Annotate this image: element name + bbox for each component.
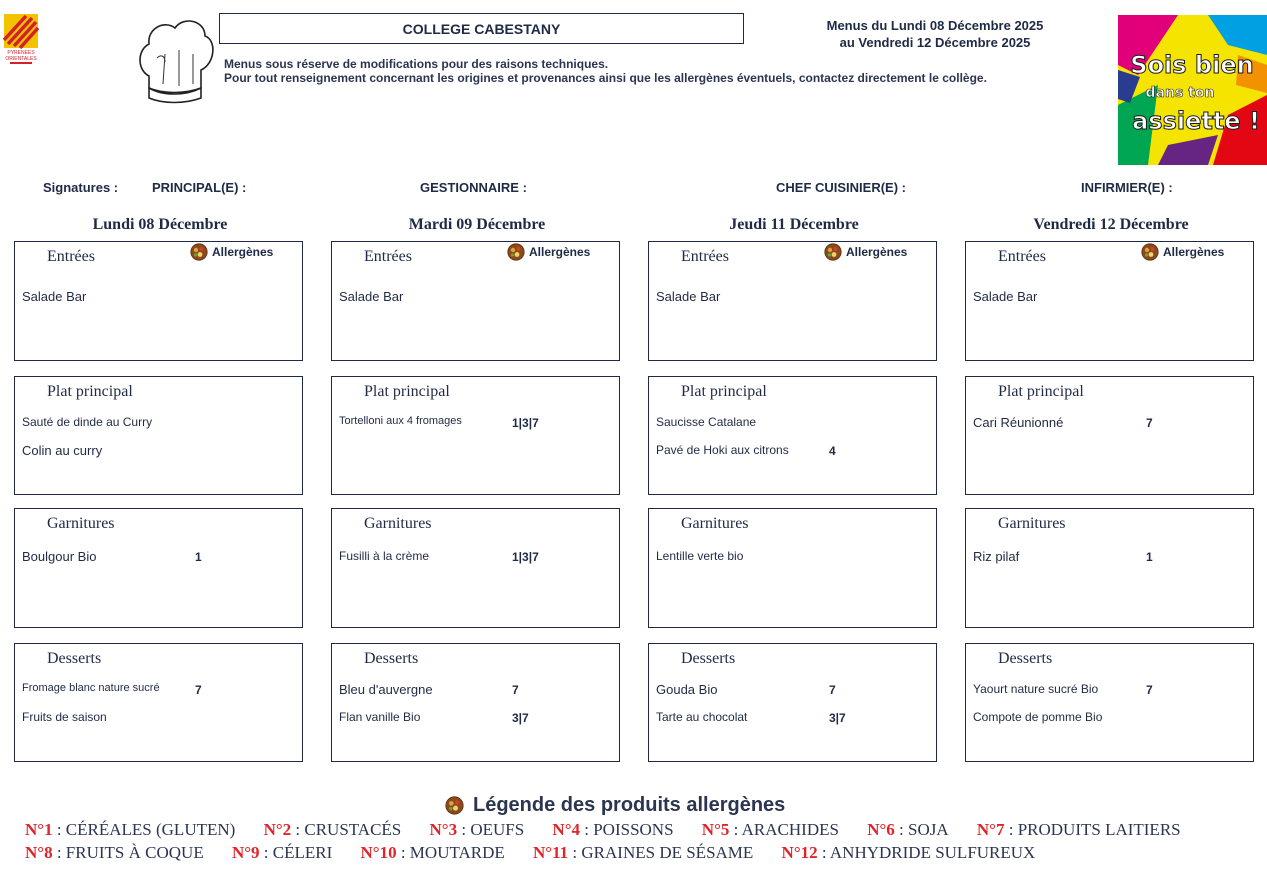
legend-number: N°10 <box>360 843 397 862</box>
day-header: Mardi 09 Décembre <box>408 216 546 233</box>
signature-gestionnaire: GESTIONNAIRE : <box>420 180 527 195</box>
legend-label: : MOUTARDE <box>396 843 505 862</box>
allergenes-header <box>1141 243 1224 261</box>
plat-box <box>965 376 1254 495</box>
allergen-code: 1|3|7 <box>512 416 539 430</box>
legend-item <box>533 843 753 862</box>
menu-item: Lentille verte bio <box>656 549 744 563</box>
section-title: Plat principal <box>681 383 767 400</box>
garnitures-box <box>648 508 937 628</box>
legend-item <box>867 820 948 839</box>
allergenes-header <box>824 243 907 261</box>
notice <box>224 57 1044 85</box>
menu-item: Fusilli à la crème <box>339 549 430 563</box>
garnitures-box <box>331 508 620 628</box>
section-title: Garnitures <box>47 515 115 532</box>
day-header: Lundi 08 Décembre <box>92 216 228 233</box>
allergen-code: 7 <box>195 683 202 697</box>
allergen-code: 7 <box>829 683 836 697</box>
allergenes-label: Allergènes <box>212 245 274 259</box>
legend-item <box>232 843 332 862</box>
desserts-box <box>965 643 1254 762</box>
menu-item: Salade Bar <box>339 289 404 304</box>
legend-label: : PRODUITS LAITIERS <box>1004 820 1181 839</box>
entrees-box <box>648 241 937 361</box>
section-title: Entrées <box>998 248 1046 265</box>
menu-item: Bleu d'auvergne <box>339 682 433 697</box>
menu-item: Fromage blanc nature sucré <box>22 682 160 694</box>
legend-label: : ANHYDRIDE SULFUREUX <box>817 843 1036 862</box>
menu-item: Colin au curry <box>22 443 103 458</box>
legend-item <box>702 820 839 839</box>
section-title: Entrées <box>681 248 729 265</box>
signature-chef: CHEF CUISINIER(E) : <box>776 180 906 195</box>
dates-line-2: au Vendredi 12 Décembre 2025 <box>839 35 1031 50</box>
menu-item: Flan vanille Bio <box>339 710 421 724</box>
section-title: Entrées <box>47 248 95 265</box>
allergen-code: 1 <box>1146 550 1153 564</box>
legend-number: N°11 <box>533 843 569 862</box>
desserts-box <box>331 643 620 762</box>
signatures-label: Signatures : <box>43 180 119 195</box>
legend-label: : CÉRÉALES (GLUTEN) <box>52 820 236 839</box>
pyrenees-orientales-logo <box>2 14 40 66</box>
allergen-icon <box>824 243 842 261</box>
section-title: Plat principal <box>998 383 1084 400</box>
legend-item <box>977 820 1181 839</box>
legend-number: N°7 <box>976 820 1005 839</box>
allergenes-label: Allergènes <box>846 245 908 259</box>
legend-item <box>25 820 235 839</box>
menu-item: Salade Bar <box>22 289 87 304</box>
slogan-word-1: Sois bien <box>1130 51 1254 79</box>
allergen-code: 3|7 <box>512 711 529 725</box>
menu-item: Salade Bar <box>973 289 1038 304</box>
legend-number: N°5 <box>701 820 730 839</box>
legend-number: N°12 <box>781 843 818 862</box>
section-title: Garnitures <box>998 515 1066 532</box>
allergen-code: 7 <box>512 683 519 697</box>
allergen-icon <box>190 243 208 261</box>
desserts-box <box>14 643 303 762</box>
menu-item: Gouda Bio <box>656 682 718 697</box>
signature-infirmier: INFIRMIER(E) : <box>1081 180 1173 195</box>
desserts-box <box>648 643 937 762</box>
plat-box <box>331 376 620 495</box>
legend-title <box>445 794 785 817</box>
allergen-icon <box>445 796 464 815</box>
legend-number: N°3 <box>429 820 458 839</box>
signature-principal: PRINCIPAL(E) : <box>152 180 247 195</box>
menu-item: Compote de pomme Bio <box>973 710 1103 724</box>
slogan-word-2: dans ton <box>1145 85 1215 101</box>
legend-item <box>782 843 1036 862</box>
garnitures-box <box>965 508 1254 628</box>
menu-item: Pavé de Hoki aux citrons <box>656 443 789 457</box>
allergen-code: 7 <box>1146 683 1153 697</box>
allergen-code: 3|7 <box>829 711 846 725</box>
allergen-code: 1 <box>195 550 202 564</box>
menu-item: Riz pilaf <box>973 549 1020 564</box>
sois-bien-logo <box>1118 15 1267 165</box>
allergenes-label: Allergènes <box>529 245 591 259</box>
legend-number: N°9 <box>231 843 260 862</box>
menu-dates <box>800 17 1070 51</box>
dates-line-1: Menus du Lundi 08 Décembre 2025 <box>826 18 1044 33</box>
legend-label: : GRAINES DE SÉSAME <box>568 843 754 862</box>
entrees-box <box>331 241 620 361</box>
section-title: Desserts <box>681 650 736 667</box>
allergen-code: 4 <box>829 444 836 458</box>
legend-number: N°6 <box>867 820 895 839</box>
legend-number: N°1 <box>25 820 53 839</box>
menu-item: Tortelloni aux 4 fromages <box>339 415 462 427</box>
legend-label: : POISSONS <box>580 820 674 839</box>
section-title: Desserts <box>998 650 1053 667</box>
legend-label: : FRUITS À COQUE <box>52 843 204 862</box>
plat-box <box>14 376 303 495</box>
legend-number: N°2 <box>263 820 292 839</box>
section-title: Garnitures <box>364 515 432 532</box>
menu-item: Sauté de dinde au Curry <box>22 415 153 429</box>
allergenes-header <box>507 243 590 261</box>
section-title: Plat principal <box>47 383 133 400</box>
section-title: Garnitures <box>681 515 749 532</box>
section-title: Plat principal <box>364 383 450 400</box>
menu-item: Cari Réunionné <box>973 415 1064 430</box>
allergen-code: 7 <box>1146 416 1153 430</box>
legend-label: : CÉLERI <box>259 843 333 862</box>
legend-item <box>361 843 505 862</box>
garnitures-box <box>14 508 303 628</box>
legend-item <box>264 820 402 839</box>
allergen-icon <box>507 243 525 261</box>
legend-number: N°4 <box>552 820 580 839</box>
legend-list <box>25 818 1255 864</box>
menu-item: Boulgour Bio <box>22 549 97 564</box>
allergenes-header <box>190 243 273 261</box>
notice-line-1: Menus sous réserve de modifications pour des raisons techniques. <box>224 57 609 71</box>
menu-item: Fruits de saison <box>22 710 107 724</box>
section-title: Desserts <box>47 650 102 667</box>
menu-item: Salade Bar <box>656 289 721 304</box>
section-title: Desserts <box>364 650 419 667</box>
legend-item <box>552 820 673 839</box>
logo-text-line2: ORIENTALES <box>5 56 37 62</box>
legend-item <box>430 820 525 839</box>
day-header: Vendredi 12 Décembre <box>1033 216 1189 233</box>
day-header: Jeudi 11 Décembre <box>729 216 859 233</box>
entrees-box <box>965 241 1254 361</box>
slogan-word-3: assiette ! <box>1132 107 1260 135</box>
legend-label: : SOJA <box>894 820 949 839</box>
notice-line-2: Pour tout renseignement concernant les origines et provenances ainsi que les allergènes éventuels, contactez directement le collège. <box>224 71 987 85</box>
page-title: COLLEGE CABESTANY <box>219 13 744 44</box>
plat-box <box>648 376 937 495</box>
legend-title-text: Légende des produits allergènes <box>473 794 786 816</box>
allergenes-label: Allergènes <box>1163 245 1225 259</box>
legend-label: : OEUFS <box>457 820 525 839</box>
legend-item <box>25 843 204 862</box>
chef-hat-icon <box>135 14 217 106</box>
menu-item: Yaourt nature sucré Bio <box>973 682 1099 696</box>
entrees-box <box>14 241 303 361</box>
menu-item: Saucisse Catalane <box>656 415 757 429</box>
legend-label: : CRUSTACÉS <box>291 820 402 839</box>
logo-text-line1: PYRENEES <box>7 50 35 56</box>
allergen-icon <box>1141 243 1159 261</box>
section-title: Entrées <box>364 248 412 265</box>
legend-number: N°8 <box>25 843 53 862</box>
menu-item: Tarte au chocolat <box>656 710 748 724</box>
allergen-code: 1|3|7 <box>512 550 539 564</box>
legend-label: : ARACHIDES <box>729 820 839 839</box>
